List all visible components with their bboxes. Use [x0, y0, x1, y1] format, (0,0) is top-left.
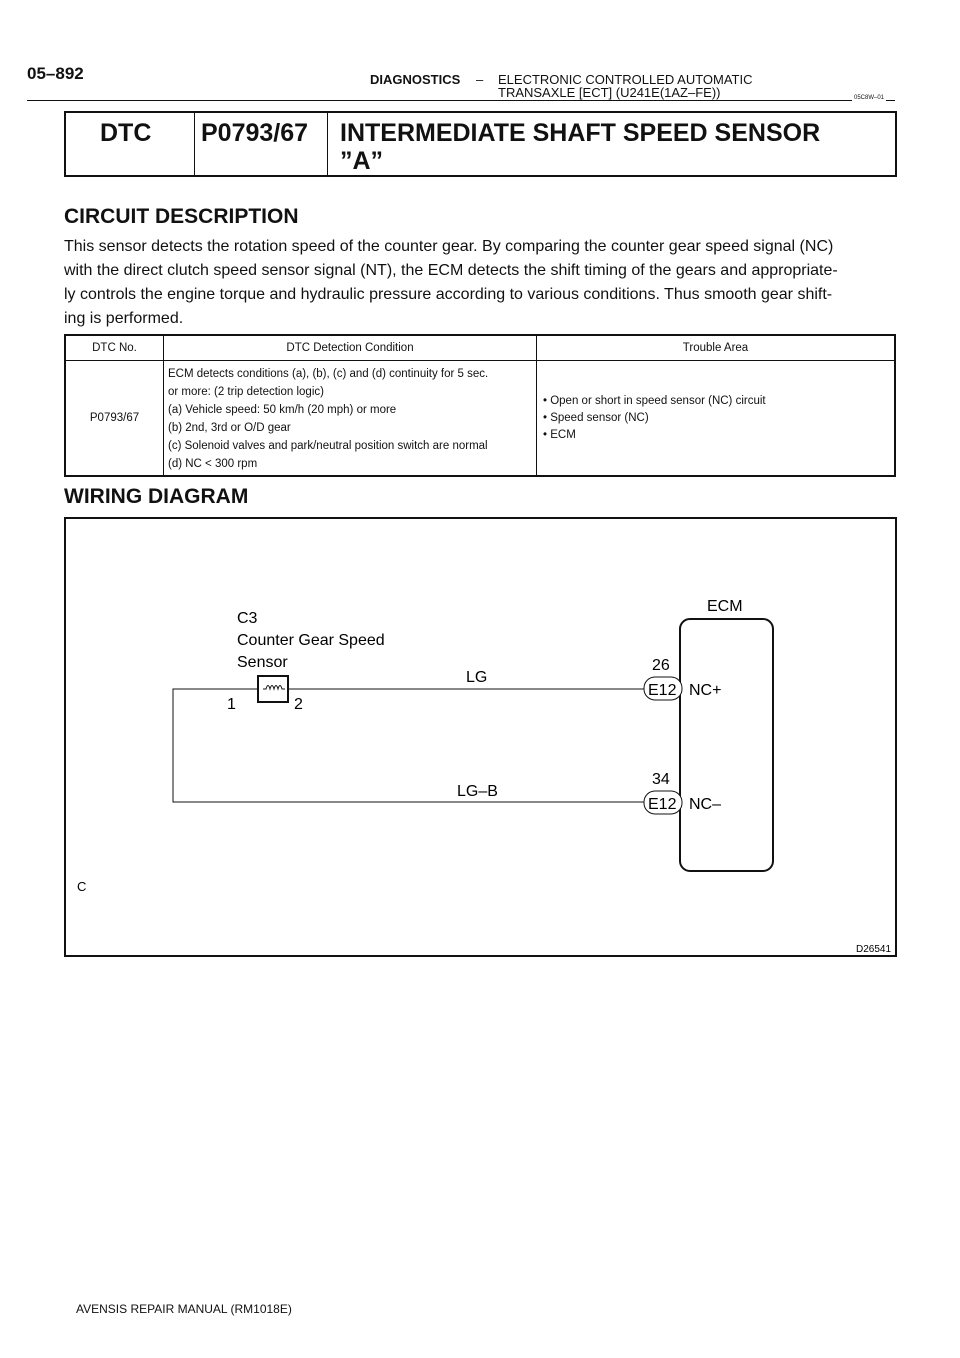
header-subsection-line2: TRANSAXLE [ECT] (U241E(1AZ–FE)): [498, 85, 721, 100]
condition-line: (a) Vehicle speed: 50 km/h (20 mph) or more: [168, 404, 397, 416]
footer-manual: AVENSIS REPAIR MANUAL (RM1018E): [76, 1302, 292, 1316]
condition-line: ECM detects conditions (a), (b), (c) and (d) continuity for 5 sec.: [168, 368, 489, 380]
ecm-pin-34: 34: [652, 771, 670, 788]
ecm-box: [680, 619, 773, 871]
dtc-code: P0793/67: [201, 119, 309, 147]
description-line: with the direct clutch speed sensor signal (NT), the ECM detects the shift timing of the gears and appropriate-: [64, 262, 838, 279]
wire-label-lg-b: LG–B: [457, 783, 498, 800]
sensor-name-line2: Sensor: [237, 654, 288, 671]
description-line: ly controls the engine torque and hydraulic pressure according to various conditions. Thus smooth gear shift-: [64, 286, 833, 303]
header-doc-code: 05C8W–01: [854, 95, 885, 101]
ecm-label: ECM: [707, 598, 743, 615]
sensor-pin-2: 2: [294, 696, 303, 713]
page-number: 05–892: [27, 64, 84, 83]
sensor-pin-1: 1: [227, 696, 236, 713]
description-line: This sensor detects the rotation speed of the counter gear. By comparing the counter gear speed signal (NC): [64, 238, 834, 255]
table-header-condition: DTC Detection Condition: [164, 335, 537, 361]
wiring-diagram: [64, 517, 897, 957]
sensor-name-line1: Counter Gear Speed: [237, 632, 385, 649]
table-header-row: [65, 335, 895, 361]
circuit-description-heading: CIRCUIT DESCRIPTION: [64, 205, 299, 228]
cell-detection-condition: [164, 361, 537, 477]
connector-label-top: E12: [648, 682, 677, 699]
condition-line: (d) NC < 300 rpm: [168, 458, 258, 470]
terminal-nc-plus: NC+: [689, 682, 722, 699]
cell-trouble-area: [537, 361, 896, 477]
header-section: DIAGNOSTICS: [370, 72, 461, 87]
figure-id: D26541: [856, 944, 892, 955]
corner-mark: C: [77, 879, 87, 894]
connector-label-bottom: E12: [648, 796, 677, 813]
trouble-area-item: • ECM: [543, 428, 576, 441]
trouble-area-item: • Speed sensor (NC): [543, 411, 649, 424]
condition-line: or more: (2 trip detection logic): [168, 386, 324, 398]
wire-lg-b: [173, 689, 680, 802]
header-dash: –: [476, 72, 484, 87]
terminal-nc-minus: NC–: [689, 796, 722, 813]
header-subsection-line1: ELECTRONIC CONTROLLED AUTOMATIC: [498, 72, 753, 87]
sensor-code: C3: [237, 610, 258, 627]
condition-line: (c) Solenoid valves and park/neutral position switch are normal: [168, 440, 488, 452]
cell-dtc-no: P0793/67: [65, 361, 164, 477]
table-header-dtc-no: DTC No.: [65, 335, 164, 361]
wire-label-lg: LG: [466, 669, 488, 686]
ecm-pin-26: 26: [652, 657, 670, 674]
trouble-area-item: • Open or short in speed sensor (NC) circuit: [543, 394, 766, 407]
header-rule: [27, 100, 895, 101]
dtc-title-line1: INTERMEDIATE SHAFT SPEED SENSOR: [340, 119, 821, 147]
condition-line: (b) 2nd, 3rd or O/D gear: [168, 422, 291, 434]
wiring-diagram-heading: WIRING DIAGRAM: [64, 485, 249, 508]
table-header-trouble-area: Trouble Area: [537, 335, 896, 361]
dtc-title-line2: ”A”: [340, 147, 384, 175]
description-line: ing is performed.: [64, 310, 184, 327]
dtc-table: [64, 334, 896, 477]
dtc-title-box: [64, 111, 897, 177]
table-row: [65, 361, 895, 477]
wiring-diagram-svg: [66, 519, 895, 955]
dtc-label: DTC: [100, 119, 152, 147]
circuit-description-text: [64, 235, 900, 331]
